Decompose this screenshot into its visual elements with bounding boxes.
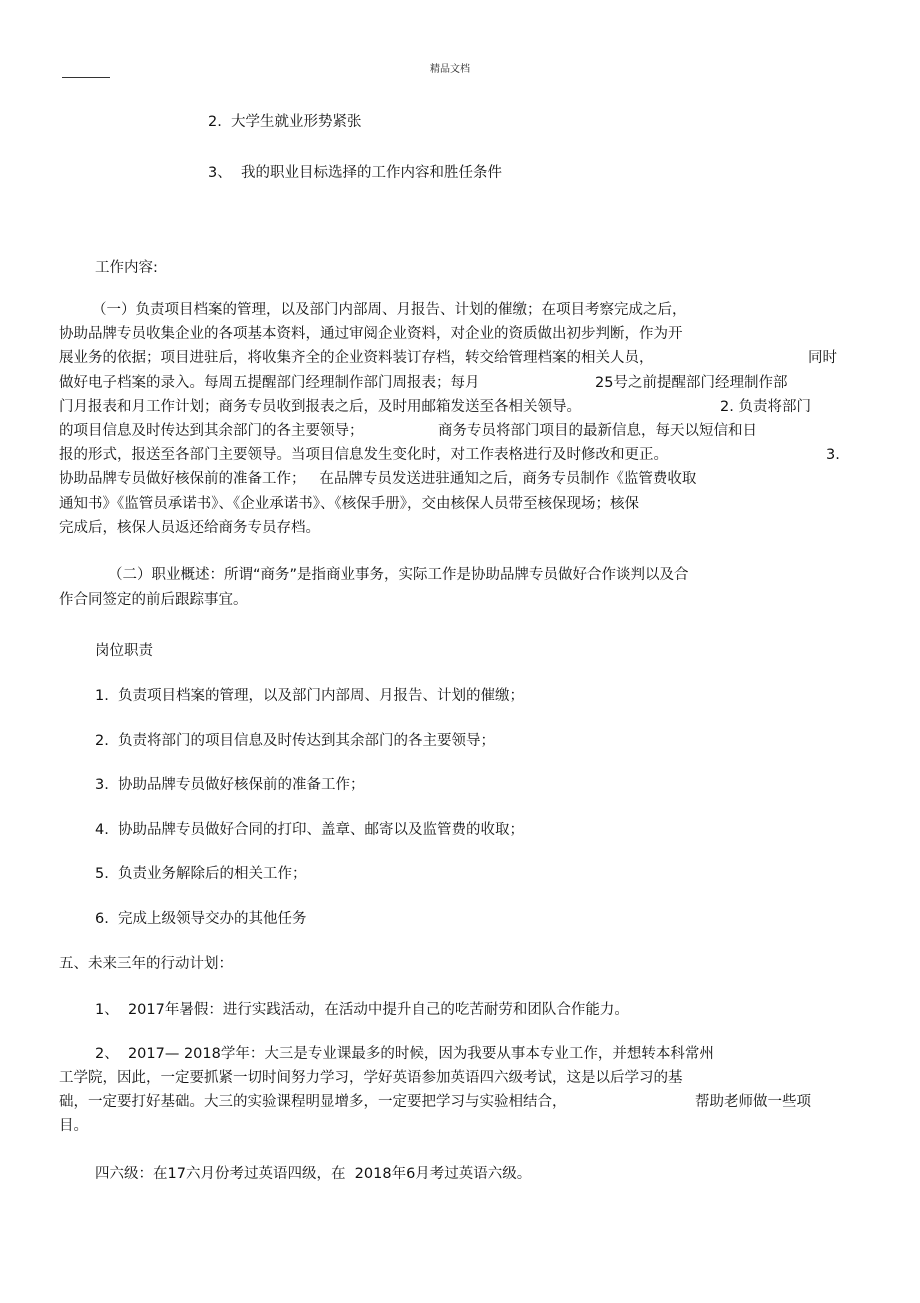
text-line: 协助品牌专员收集企业的各项基本资料，通过审阅企业资料，对企业的资质做出初步判断，作为开 (59, 326, 683, 342)
plan-item-1: 1、 2017年暑假：进行实践活动，在活动中提升自己的吃苦耐劳和团队合作能力。 (95, 1002, 629, 1018)
text-line: 25号之前提醒部门经理制作部 (595, 375, 788, 391)
text-line: 完成后，核保人员返还给商务专员存档。 (59, 520, 320, 536)
list-item: 2. 负责将部门的项目信息及时传达到其余部门的各主要领导； (95, 733, 496, 749)
work-content-heading: 工作内容: (95, 260, 158, 276)
text-line: 报的形式，报送至各部门主要领导。当项目信息发生变化时，对工作表格进行及时修改和更正。 (59, 447, 668, 463)
text-line: 协助品牌专员做好核保前的准备工作； 在品牌专员发送进驻通知之后，商务专员制作《监管费收取 (59, 471, 697, 487)
list-item: 4. 协助品牌专员做好合同的打印、盖章、邮寄以及监管费的收取； (95, 822, 525, 838)
text-line: （一）负责项目档案的管理，以及部门内部周、月报告、计划的催缴；在项目考察完成之后， (92, 302, 687, 318)
text-line: 作合同签定的前后跟踪事宜。 (59, 592, 248, 608)
intro-item-3: 3、 我的职业目标选择的工作内容和胜任条件 (208, 165, 502, 181)
list-item: 1. 负责项目档案的管理，以及部门内部周、月报告、计划的催缴； (95, 688, 525, 704)
text-line: 商务专员将部门项目的最新信息，每天以短信和日 (438, 423, 757, 439)
text-line: 同时 (808, 350, 837, 366)
text-line: 的项目信息及时传达到其余部门的各主要领导； (59, 423, 364, 439)
list-item: 3. 协助品牌专员做好核保前的准备工作； (95, 777, 365, 793)
duties-heading: 岗位职责 (95, 643, 153, 659)
text-line: 通知书》《监管员承诺书》、《企业承诺书》、《核保手册》，交由核保人员带至核保现场；核保 (59, 496, 639, 512)
text-line: 础，一定要打好基础。大三的实验课程明显增多，一定要把学习与实验相结合， (59, 1094, 567, 1110)
cet-plan: 四六级：在17六月份考过英语四级，在 2018年6月考过英语六级。 (95, 1166, 532, 1182)
header-rule (62, 77, 110, 78)
list-item: 6. 完成上级领导交办的其他任务 (95, 911, 307, 927)
list-item: 5. 负责业务解除后的相关工作； (95, 866, 307, 882)
text-line: 2. 负责将部门 (720, 399, 811, 415)
text-line: 做好电子档案的录入。每周五提醒部门经理制作部门周报表；每月 (59, 375, 480, 391)
text-line: 帮助老师做一些项 (695, 1094, 811, 1110)
text-line: 工学院，因此，一定要抓紧一切时间努力学习，学好英语参加英语四六级考试，这是以后学习的基 (59, 1070, 683, 1086)
plan-heading: 五、未来三年的行动计划： (59, 956, 233, 972)
text-line: 展业务的依据；项目进驻后，将收集齐全的企业资料装订存档，转交给管理档案的相关人员， (59, 350, 654, 366)
text-line: 目。 (59, 1118, 88, 1134)
text-line: 3. (826, 447, 840, 463)
intro-item-2: 2. 大学生就业形势紧张 (208, 114, 362, 130)
text-line: 门月报表和月工作计划；商务专员收到报表之后，及时用邮箱发送至各相关领导。 (59, 399, 581, 415)
page-header: 精品文档 (430, 64, 470, 75)
text-line: （二）职业概述：所谓“商务”是指商业事务，实际工作是协助品牌专员做好合作谈判以及合 (108, 567, 689, 583)
text-line: 2、 2017— 2018学年：大三是专业课最多的时候，因为我要从事本专业工作，并想转本科常州 (95, 1046, 714, 1062)
